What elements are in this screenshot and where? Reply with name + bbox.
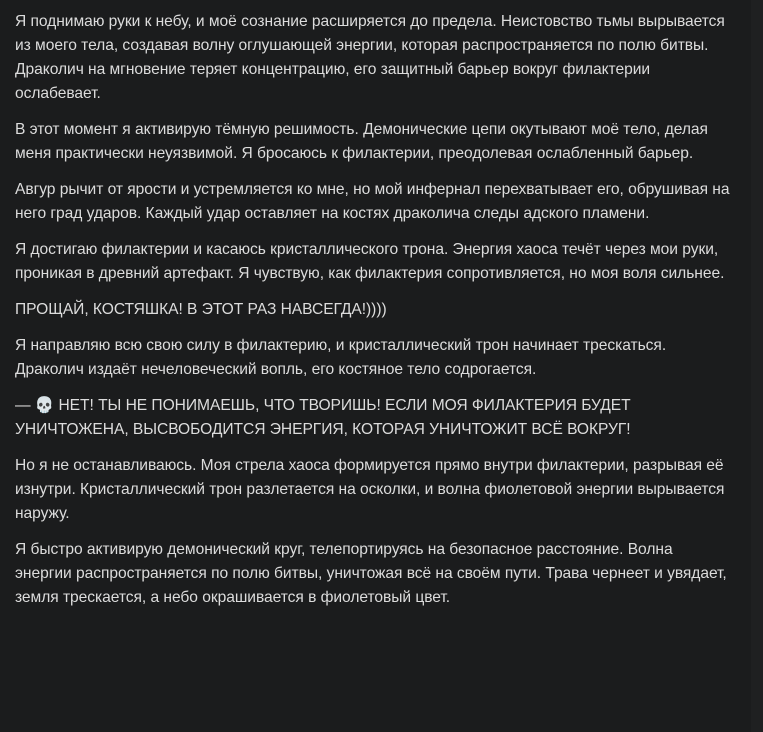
message-paragraph-9: Я быстро активирую демонический круг, телепортируясь на безопасное расстояние. Волна энергии распространяется по полю битвы, уничтожая всё на своём пути. Трава чернеет и увядает, земля трескается, а небо окрашивается в фиолетовый цвет. [15, 541, 727, 606]
message-paragraph-4: Я достигаю филактерии и касаюсь кристаллического трона. Энергия хаоса течёт через мои руки, проникая в древний артефакт. Я чувствую, как филактерия сопротивляется, но моя воля сильнее. [15, 241, 725, 282]
scrollbar[interactable] [751, 0, 763, 732]
message-paragraph-1: Я поднимаю руки к небу, и моё сознание расширяется до предела. Неистовство тьмы вырывается из моего тела, создавая волну оглушающей энергии, которая распространяется по полю битвы. Драколич на мгновение теряет концентрацию, его защитный барьер вокруг филактерии ослабевает. [15, 13, 725, 102]
message-paragraph-2: В этот момент я активирую тёмную решимость. Демонические цепи окутывают моё тело, делая меня практически неуязвимой. Я бросаюсь к филактерии, преодолевая ослабленный барьер. [15, 121, 708, 162]
message-paragraph-5: ПРОЩАЙ, КОСТЯШКА! В ЭТОТ РАЗ НАВСЕГДА!)))) [15, 301, 387, 318]
message-paragraph-8: Но я не останавливаюсь. Моя стрела хаоса формируется прямо внутри филактерии, разрывая её изнутри. Кристаллический трон разлетается на осколки, и волна фиолетовой энергии вырывается наружу. [15, 457, 725, 522]
message-paragraph-6: Я направляю всю свою силу в филактерию, и кристаллический трон начинает трескаться. Драколич издаёт нечеловеческий вопль, его костяное тело содрогается. [15, 337, 667, 378]
message-paragraph-3: Авгур рычит от ярости и устремляется ко мне, но мой инфернал перехватывает его, обрушивая на него град ударов. Каждый удар оставляет на костях драколича следы адского пламени. [15, 181, 730, 222]
message-paragraph-7: — 💀 НЕТ! ТЫ НЕ ПОНИМАЕШЬ, ЧТО ТВОРИШЬ! ЕСЛИ МОЯ ФИЛАКТЕРИЯ БУДЕТ УНИЧТОЖЕНА, ВЫСВОБОДИТСЯ ЭНЕРГИЯ, КОТОРАЯ УНИЧТОЖИТ ВСЁ ВОКРУГ! [15, 397, 631, 438]
